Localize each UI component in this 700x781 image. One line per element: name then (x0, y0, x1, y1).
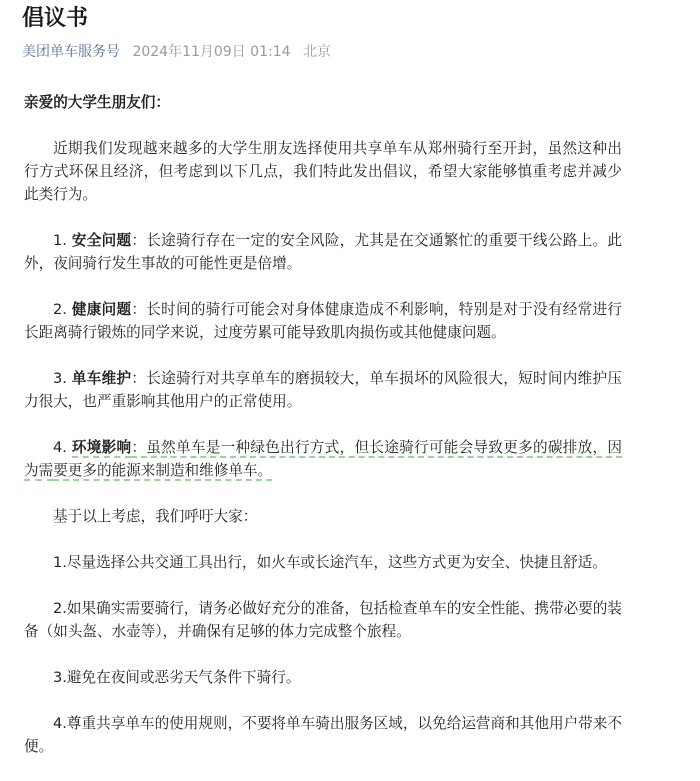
article-meta (22, 42, 331, 62)
article-title: 倡议书 (22, 6, 89, 31)
account-name-link[interactable]: 美团单车服务号 (22, 44, 120, 60)
point-text: ：长途骑行存在一定的安全风险，尤其是在交通繁忙的重要干线公路上。此外，夜间骑行发生事故的可能性更是倍增。 (24, 232, 622, 272)
point-number: 2. (53, 301, 72, 318)
point-health (24, 298, 622, 344)
point-text: ：长途骑行对共享单车的磨损较大，单车损坏的风险很大，短时间内维护压力很大，也严重影响其他用户的正常使用。 (24, 370, 622, 410)
suggestion-item: 1.尽量选择公共交通工具出行，如火车或长途汽车，这些方式更为安全、快捷且舒适。 (53, 554, 607, 571)
point-text: ：长时间的骑行可能会对身体健康造成不利影响，特别是对于没有经常进行长距离骑行锻炼的同学来说，过度劳累可能导致肌肉损伤或其他健康问题。 (24, 301, 622, 341)
point-text-highlighted-continued: 要更多的能源来制造和维修单车。 (53, 462, 273, 479)
publish-location: 北京 (302, 44, 331, 60)
point-number: 3. (53, 370, 72, 387)
point-number: 4. (53, 439, 72, 456)
publish-date: 2024年11月09日 01:14 (132, 44, 291, 60)
suggestion-item: 4.尊重共享单车的使用规则，不要将单车骑出服务区域，以免给运营商和其他用户带来不便。 (24, 715, 622, 755)
article-body (24, 82, 622, 781)
point-heading: 健康问题 (71, 301, 132, 318)
suggestion-item: 2.如果确实需要骑行，请务必做好充分的准备，包括检查单车的安全性能、携带必要的装备（如头盔、水壶等），并确保有足够的体力完成整个旅程。 (24, 600, 622, 640)
point-heading: 安全问题 (71, 232, 132, 249)
greeting: 亲爱的大学生朋友们： (24, 94, 170, 111)
call-to-action: 基于以上考虑，我们呼吁大家： (53, 508, 258, 525)
point-heading: 环境影响 (71, 439, 132, 456)
point-maintenance (24, 367, 622, 413)
point-text-highlighted: ：虽然单车是一种绿色出行方式，但长途骑行可能会导致更多的碳排放，因为需 (24, 439, 622, 479)
point-safety (24, 229, 622, 275)
intro-paragraph: 近期我们发现越来越多的大学生朋友选择使用共享单车从郑州骑行至开封，虽然这种出行方式环保且经济，但考虑到以下几点，我们特此发出倡议，希望大家能够慎重考虑并减少此类行为。 (24, 140, 622, 203)
point-environment (24, 436, 622, 482)
point-number: 1. (53, 232, 72, 249)
point-heading: 单车维护 (71, 370, 132, 387)
suggestion-item: 3.避免在夜间或恶劣天气条件下骑行。 (53, 669, 301, 686)
